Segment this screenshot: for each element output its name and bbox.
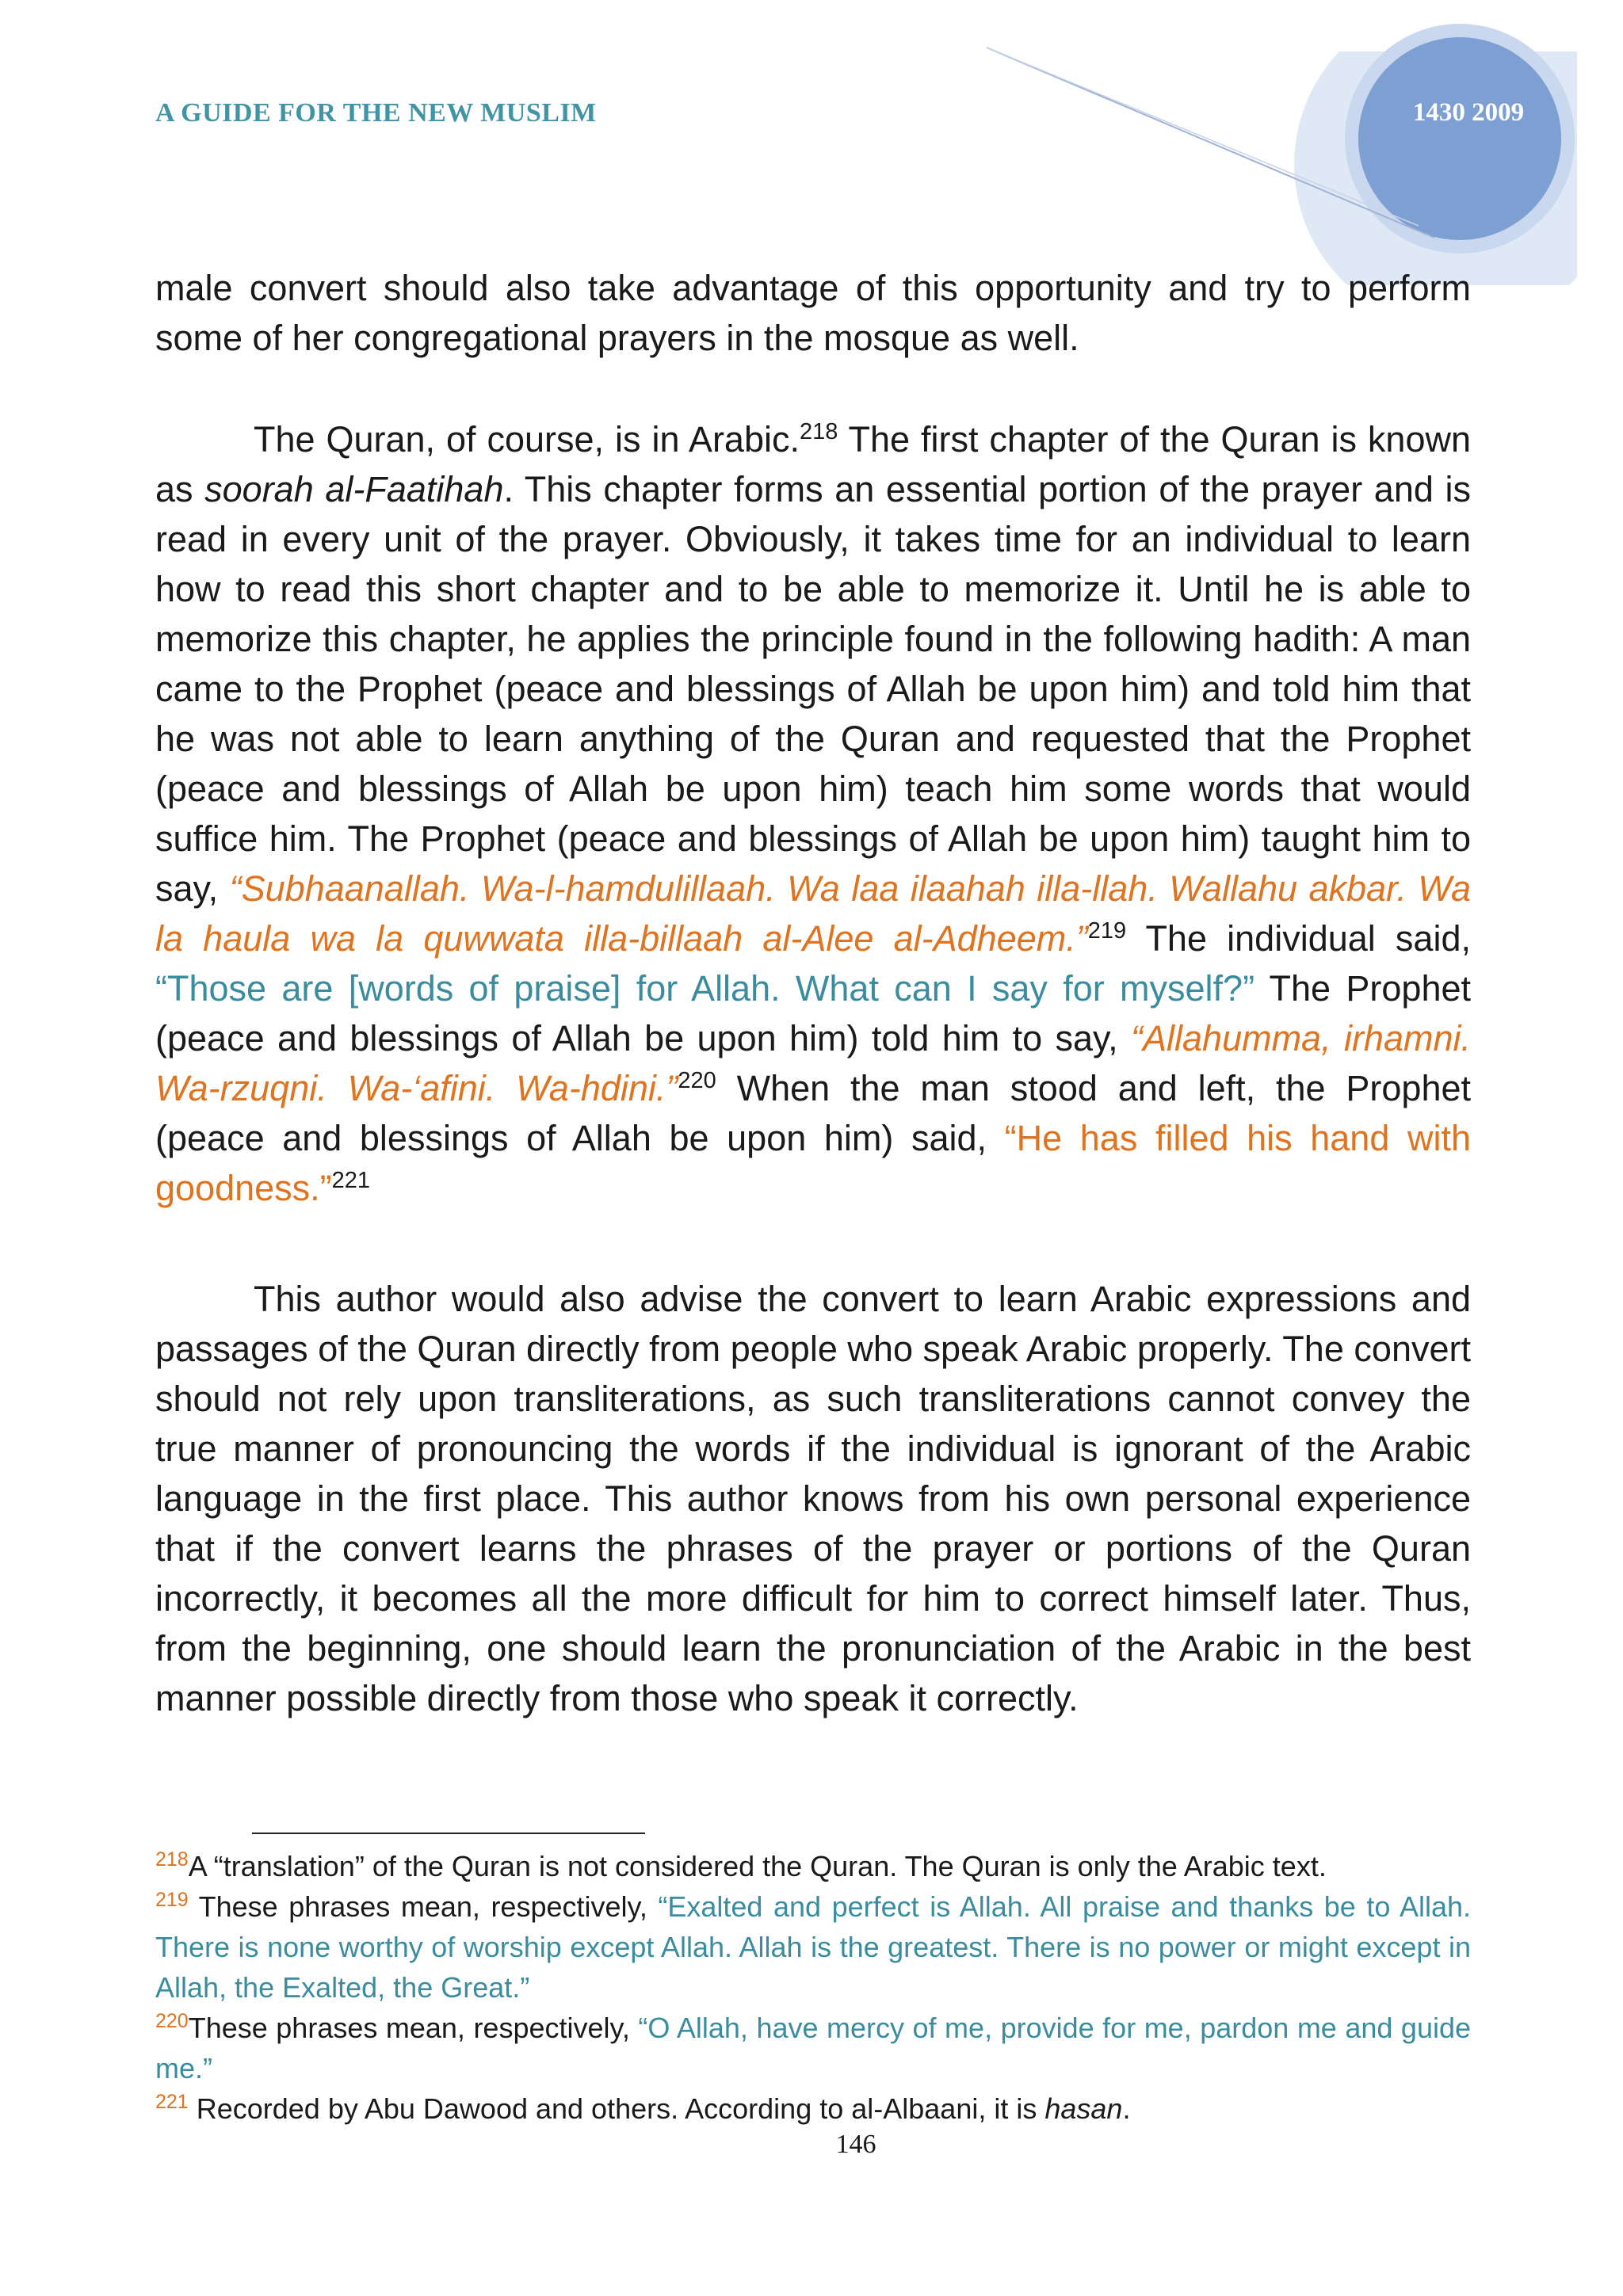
running-header-year: 1430 2009 bbox=[1412, 98, 1525, 127]
header-circle-decoration bbox=[0, 0, 1623, 285]
prophet-quote: “He has filled his hand with goodness.” bbox=[155, 1118, 1472, 1208]
footnote-grade: hasan bbox=[1044, 2092, 1123, 2125]
paragraph-text: This author would also advise the convert to learn Arabic expressions and passages of the Quran directly from people who speak Arabic properly. The convert should not rely upon transliterations, as such transliterations cannot convey the true manner of pronouncing the words if the individual is ignorant of the Arabic language in the first place. This author knows from his own personal experience that if the convert learns the phrases of the prayer or portions of the Quran incorrectly, it becomes all the more difficult for him to correct himself later. Thus, from the beginning, one should learn the pronunciation of the Arabic in the best manner possible directly from those who speak it correctly. bbox=[155, 1279, 1471, 1718]
footnotes bbox=[155, 1846, 1471, 2129]
footnote-separator bbox=[252, 1833, 645, 1834]
footnote-218 bbox=[155, 1846, 1471, 1886]
footnote-220 bbox=[155, 2008, 1471, 2088]
running-header-title: A GUIDE FOR THE NEW MUSLIM bbox=[155, 98, 597, 128]
paragraph-text bbox=[155, 414, 1471, 1213]
arabic-dhikr-quote: “Subhaanallah. Wa-l-hamdulillaah. Wa laa ilaahah illa-llah. Wallahu akbar. Wa la haula wa la quwwata illa-billaah al-Alee al-Adheem.” bbox=[155, 868, 1471, 959]
footnote-ref-219[interactable]: 219 bbox=[1087, 918, 1127, 944]
footnote-number: 218 bbox=[155, 1848, 189, 1871]
footnote-text: Recorded by Abu Dawood and others. According to al-Albaani, it is bbox=[188, 2092, 1045, 2125]
paragraph-text: male convert should also take advantage of this opportunity and try to perform some of her congregational prayers in the mosque as well. bbox=[155, 268, 1471, 358]
footnote-text: These phrases mean, respectively, bbox=[188, 1890, 659, 1923]
footnote-ref-221[interactable]: 221 bbox=[331, 1168, 371, 1193]
footnote-quote: “Exalted and perfect is Allah. All praise and thanks be to Allah. There is none worthy of worship except Allah. Allah is the greatest. There is no power or might except in Allah, the Exalted, the Great.” bbox=[155, 1890, 1471, 2004]
arabic-dua-quote: “Allahumma, irhamni. Wa-rzuqni. Wa-‘afini. Wa-hdini.” bbox=[155, 1018, 1471, 1108]
text-run: When the man stood and left, the Prophet (peace and blessings of Allah be upon him) said, bbox=[155, 1068, 1472, 1158]
page-number: 146 bbox=[835, 2130, 876, 2159]
footnote-number: 221 bbox=[155, 2091, 189, 2113]
footnote-text: . bbox=[1122, 2092, 1131, 2125]
footnote-ref-220[interactable]: 220 bbox=[678, 1068, 716, 1093]
body-paragraph-3 bbox=[155, 1274, 1471, 1723]
footnote-text: These phrases mean, respectively, bbox=[188, 2012, 639, 2044]
text-run: The Prophet (peace and blessings of Allah be upon him) told him to say, bbox=[155, 968, 1471, 1058]
text-run: The Quran, of course, is in Arabic. bbox=[254, 419, 800, 460]
footnote-text: A “translation” of the Quran is not considered the Quran. The Quran is only the Arabic text. bbox=[188, 1850, 1327, 1882]
footnote-number: 220 bbox=[155, 2010, 189, 2032]
body-paragraph-2 bbox=[155, 414, 1471, 1213]
footnote-221 bbox=[155, 2088, 1471, 2129]
footnote-number: 219 bbox=[155, 1889, 189, 1911]
footnote-quote: “O Allah, have mercy of me, provide for me, pardon me and guide me.” bbox=[155, 2012, 1472, 2084]
man-quote: “Those are [words of praise] for Allah. What can I say for myself?” bbox=[155, 968, 1255, 1009]
text-run: . This chapter forms an essential portion of the prayer and is read in every unit of the prayer. Obviously, it takes time for an individual to learn how to read this short chapter and to be able to memorize it. Until he is able to memorize this chapter, he applies the principle found in the following hadith: A man came to the Prophet (peace and blessings of Allah be upon him) and told him that he was not able to learn anything of the Quran and requested that the Prophet (peace and blessings of Allah be upon him) teach him some words that would suffice him. The Prophet (peace and blessings of Allah be upon him) taught him to say, bbox=[155, 469, 1471, 909]
text-run: The individual said, bbox=[1126, 918, 1471, 959]
footnote-219 bbox=[155, 1886, 1471, 2008]
soorah-name: soorah al-Faatihah bbox=[204, 469, 504, 509]
body-paragraph-1 bbox=[155, 263, 1471, 363]
text-run: The first chapter of the Quran is known as bbox=[155, 419, 1471, 509]
footnote-ref-218[interactable]: 218 bbox=[799, 419, 838, 444]
